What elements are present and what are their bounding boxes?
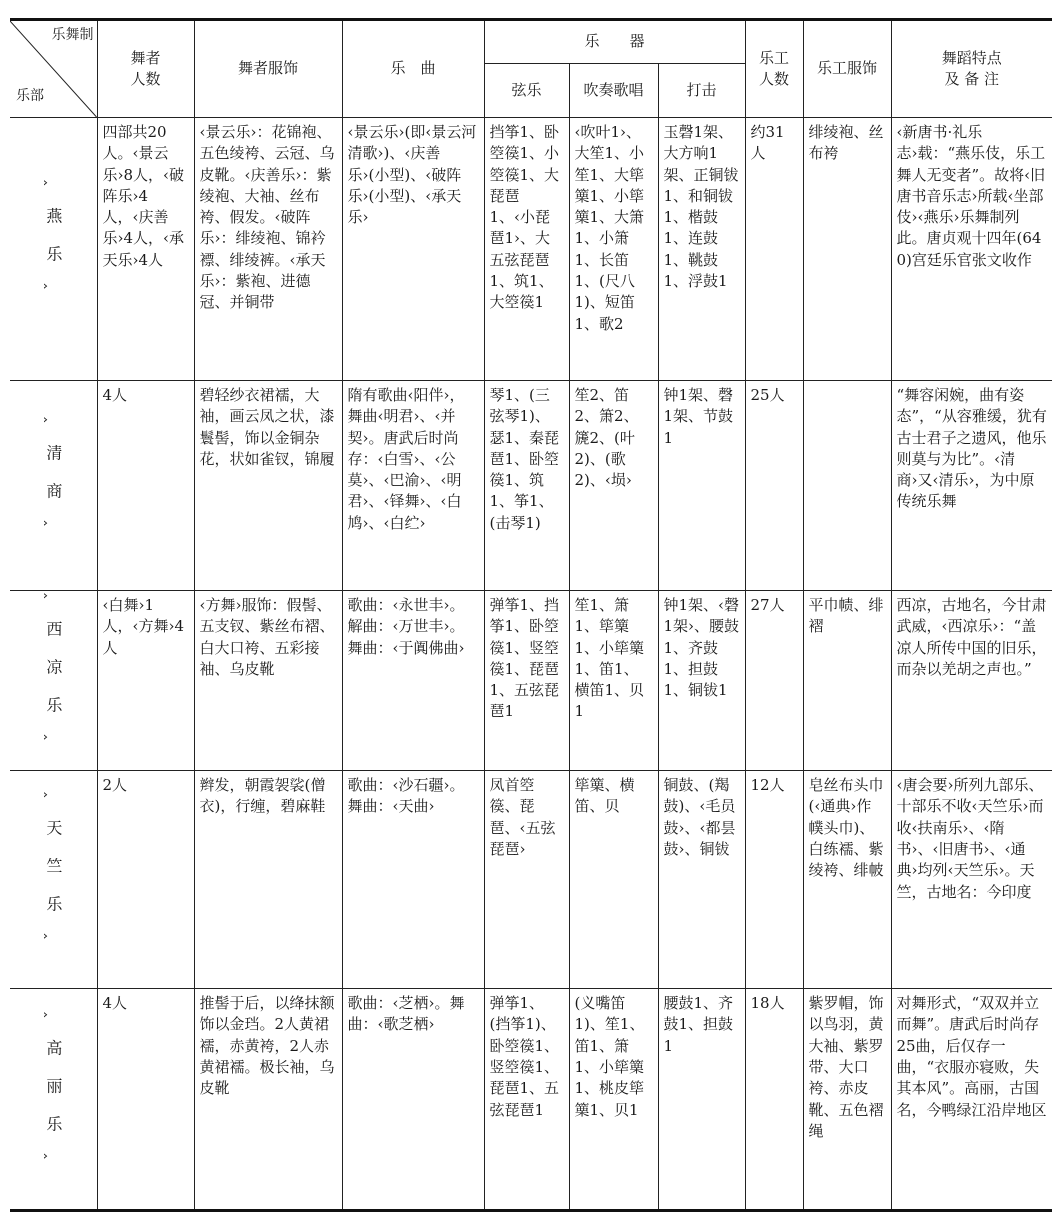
percussion-cell: 腰鼓1、齐鼓1、担鼓1 [658, 989, 745, 1211]
percussion-cell: 钟1架、‹磬1架›、腰鼓1、齐鼓1、担鼓1、铜钹1 [658, 591, 745, 771]
dancers-count-header-line2: 人数 [130, 70, 161, 88]
row-name: ‸燕乐‸ [43, 180, 63, 312]
music-cell: 隋有歌曲‹阳伴›，舞曲‹明君›、‹并契›。唐武后时尚存：‹白雪›、‹公莫›、‹巴渝›、‹明君›、‹铎舞›、‹白鸠›、‹白纻› [342, 381, 484, 591]
dancers-cell: 2人 [97, 771, 194, 989]
percussion-header: 打击 [658, 64, 745, 118]
dancer-costume-cell: ‹方舞›服饰：假髻、五支钗、紫丝布褶、白大口袴、五彩接袖、乌皮靴 [194, 591, 342, 771]
strings-cell: 琴1、(三弦琴1)、瑟1、秦琵琶1、卧箜篌1、筑1、筝1、(击琴1) [484, 381, 569, 591]
musician-costume-cell [803, 381, 891, 591]
notes-cell: 西凉，古地名，今甘肃武威，‹西凉乐›：“盖凉人所传中国的旧乐，而杂以羌胡之声也。” [891, 591, 1052, 771]
music-cell: 歌曲：‹沙石疆›。舞曲：‹天曲› [342, 771, 484, 989]
musician-costume-cell: 紫罗帽，饰以鸟羽，黄大袖、紫罗带、大口袴、赤皮靴、五色褶绳 [803, 989, 891, 1211]
notes-header-line2: 及 备 注 [944, 70, 1000, 88]
wind-song-cell: 筚篥、横笛、贝 [569, 771, 658, 989]
music-cell: ‹景云乐›(即‹景云河清歌›)、‹庆善乐›(小型)、‹破阵乐›(小型)、‹承天乐› [342, 118, 484, 381]
notes-header [891, 20, 1052, 118]
header-row-1 [10, 20, 1052, 64]
notes-cell: ‹唐会要›所列九部乐、十部乐不收‹天竺乐›而收‹扶南乐›、‹隋书›、‹旧唐书›、‹通典›均列‹天竺乐›。天竺，古地名：今印度 [891, 771, 1052, 989]
dancers-cell: 四部共20人。‹景云乐›8人，‹破阵乐›4人，‹庆善乐›4人，‹承天乐›4人 [97, 118, 194, 381]
row-name: ‸天竺乐‸ [43, 792, 63, 961]
dancer-costume-cell: 推髻于后，以绛抹额饰以金珰。2人黄裙襦，赤黄袴，2人赤黄裙襦。极长袖，乌皮靴 [194, 989, 342, 1211]
dancer-costume-cell: 辫发，朝霞袈裟(僧衣)，行缠，碧麻鞋 [194, 771, 342, 989]
dancer-costume-header: 舞者服饰 [194, 20, 342, 118]
music-cell: 歌曲：‹永世丰›。解曲：‹万世丰›。舞曲：‹于阗佛曲› [342, 591, 484, 771]
row-name-cell [10, 118, 97, 381]
corner-bottom-label: 乐部 [16, 88, 44, 105]
wind-song-cell: 笙1、箫1、筚篥1、小筚篥1、笛1、横笛1、贝1 [569, 591, 658, 771]
dancers-cell: ‹白舞›1人，‹方舞›4人 [97, 591, 194, 771]
row-name-cell [10, 591, 97, 771]
table-row-qingshang [10, 381, 1052, 591]
notes-cell: ‹新唐书·礼乐志›载：“燕乐伎，乐工舞人无变者”。故将‹旧唐书音乐志›所载‹坐部伎›‹燕乐›乐舞制列此。唐贞观十四年(640)宫廷乐官张文收作 [891, 118, 1052, 381]
musician-costume-header: 乐工服饰 [803, 20, 891, 118]
musicians-cell: 27人 [745, 591, 803, 771]
row-name: ‸高丽乐‸ [43, 1011, 63, 1181]
wind-song-header: 吹奏歌唱 [569, 64, 658, 118]
row-name-cell [10, 989, 97, 1211]
musician-costume-cell: 绯绫袍、丝布袴 [803, 118, 891, 381]
row-name: ‸西凉乐‸ [43, 593, 63, 762]
row-name-cell [10, 771, 97, 989]
wind-song-cell: 笙2、笛2、箫2、篪2、(叶2)、(歌2)、‹埙› [569, 381, 658, 591]
musicians-cell: 约31人 [745, 118, 803, 381]
musicians-count-header-line2: 人数 [759, 70, 790, 88]
music-header: 乐 曲 [342, 20, 484, 118]
corner-header-cell [10, 20, 97, 118]
table-row-gaoliyue [10, 989, 1052, 1211]
musician-costume-cell: 平巾帻、绯褶 [803, 591, 891, 771]
musicians-cell: 12人 [745, 771, 803, 989]
dancers-count-header [97, 20, 194, 118]
strings-cell: 弹筝1、挡筝1、卧箜篌1、竖箜篌1、琵琶1、五弦琵琶1 [484, 591, 569, 771]
table-row-tianzhuyue [10, 771, 1052, 989]
strings-cell: 凤首箜篌、琵琶、‹五弦琵琶› [484, 771, 569, 989]
corner-top-label: 乐舞制 [51, 27, 94, 43]
musicians-cell: 25人 [745, 381, 803, 591]
dancers-cell: 4人 [97, 989, 194, 1211]
music-dance-table [10, 18, 1052, 1212]
wind-song-cell: (义嘴笛1)、笙1、笛1、箫1、小筚篥1、桃皮筚篥1、贝1 [569, 989, 658, 1211]
notes-cell: “舞容闲婉，曲有姿态”，“从容雅缓，犹有古士君子之遗风，他乐则莫与为比”。‹清商›又‹清乐›，为中原传统乐舞 [891, 381, 1052, 591]
dancer-costume-cell: 碧轻纱衣裙襦，大袖，画云凤之状，漆鬟髻，饰以金铜杂花，状如雀钗，锦履 [194, 381, 342, 591]
music-cell: 歌曲：‹芝栖›。舞曲：‹歌芝栖› [342, 989, 484, 1211]
row-name: ‸清商‸ [43, 416, 63, 548]
wind-song-cell: ‹吹叶1›、大笙1、小笙1、大筚篥1、小筚篥1、大箫1、小箫1、长笛1、(尺八1)、短笛1、歌2 [569, 118, 658, 381]
notes-header-line1: 舞蹈特点 [941, 48, 1002, 67]
table-row-xiliangyue [10, 591, 1052, 771]
row-name-cell [10, 381, 97, 591]
dancers-cell: 4人 [97, 381, 194, 591]
strings-cell: 挡筝1、卧箜篌1、小箜篌1、大琵琶1、‹小琵琶1›、大五弦琵琶1、筑1、大箜篌1 [484, 118, 569, 381]
percussion-cell: 玉磬1架、大方响1架、正铜钹1、和铜钹1、楷鼓1、连鼓1、鞉鼓1、浮鼓1 [658, 118, 745, 381]
instruments-header: 乐 器 [484, 20, 745, 64]
table-row-yanyue [10, 118, 1052, 381]
percussion-cell: 钟1架、磬1架、节鼓1 [658, 381, 745, 591]
strings-header: 弦乐 [484, 64, 569, 118]
notes-cell: 对舞形式，“双双并立而舞”。唐武后时尚存25曲，后仅存一曲，“衣服亦寝败，失其本风”。高丽，古国名，今鸭绿江沿岸地区 [891, 989, 1052, 1211]
dancers-count-header-line1: 舞者 [130, 48, 161, 67]
strings-cell: 弹筝1、(挡筝1)、卧箜篌1、竖箜篌1、琵琶1、五弦琵琶1 [484, 989, 569, 1211]
percussion-cell: 铜鼓、(羯鼓)、‹毛员鼓›、‹都昙鼓›、铜钹 [658, 771, 745, 989]
musician-costume-cell: 皂丝布头巾(‹通典›作幞头巾)、白练襦、紫绫袴、绯帔 [803, 771, 891, 989]
musicians-count-header [745, 20, 803, 118]
musicians-count-header-line1: 乐工 [759, 48, 790, 67]
dancer-costume-cell: ‹景云乐›：花锦袍、五色绫袴、云冠、乌皮靴。‹庆善乐›：紫绫袍、大袖、丝布袴、假发。‹破阵乐›：绯绫袍、锦衿褾、绯绫裤。‹承天乐›：紫袍、进德冠、并铜带 [194, 118, 342, 381]
musicians-cell: 18人 [745, 989, 803, 1211]
